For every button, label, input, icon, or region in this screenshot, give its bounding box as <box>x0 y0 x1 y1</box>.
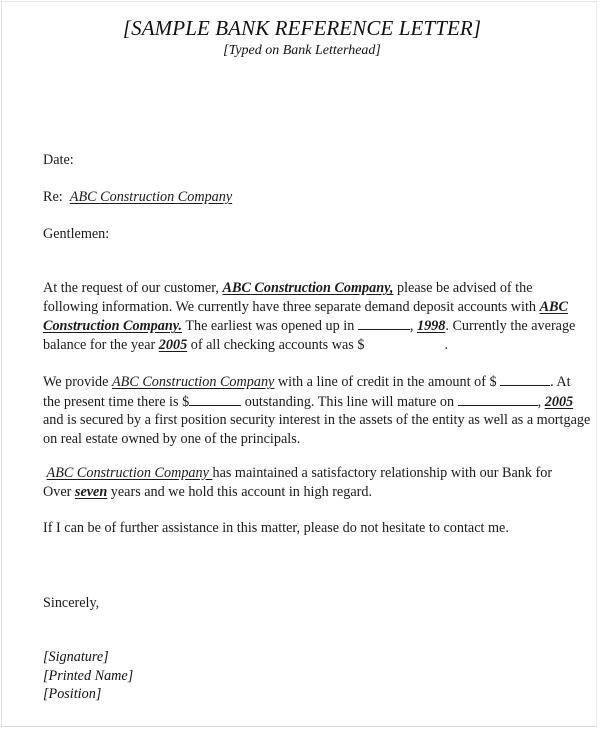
company-name: Construction Company. <box>43 318 183 335</box>
text-run: At the request of our customer, <box>43 280 223 296</box>
paragraph-line <box>43 392 573 412</box>
text-run: years and we hold this account in high regard. <box>107 483 372 500</box>
printed-name-placeholder: [Printed Name] <box>43 667 134 684</box>
text-run: following information. We currently have three separate demand deposit accounts with <box>43 298 540 315</box>
date-label: Date: <box>43 152 74 168</box>
blank-maturity-date-field[interactable] <box>458 392 538 406</box>
text-run: of all checking accounts was $ <box>187 337 365 354</box>
text-run: balance for the year <box>43 337 159 354</box>
text-run: . Currently the average <box>445 318 576 335</box>
letter-page <box>1 1 597 727</box>
paragraph-line <box>43 279 573 298</box>
letter-title: [SAMPLE BANK REFERENCE LETTER] <box>122 16 482 40</box>
paragraph-credit <box>43 372 591 449</box>
paragraph-relationship <box>43 464 573 501</box>
text-run: We provide <box>43 374 112 390</box>
position-placeholder: [Position] <box>43 686 102 702</box>
closing: Sincerely, <box>43 595 100 611</box>
paragraph-line <box>43 298 573 317</box>
blank-credit-amount-field[interactable] <box>500 372 550 386</box>
letter-subtitle: [Typed on Bank Letterhead] <box>223 43 381 58</box>
paragraph-line <box>43 316 576 336</box>
signature-placeholder: [Signature] <box>43 649 109 665</box>
text-run: the present time there is $ <box>43 393 190 410</box>
salutation: Gentlemen: <box>43 226 110 242</box>
text-run: has maintained a satisfactory relationship with our Bank for <box>212 465 553 481</box>
text-run: outstanding. This line will mature on <box>241 393 458 410</box>
paragraph-line <box>43 483 573 502</box>
text-run: . At <box>550 374 571 390</box>
text-run: Over <box>43 483 75 500</box>
date-line <box>43 151 74 170</box>
paragraph-line: on real estate owned by one of the principals. <box>43 431 301 448</box>
blank-outstanding-field[interactable] <box>189 392 241 406</box>
text-run: , <box>537 393 545 410</box>
re-company: ABC Construction Company <box>69 189 233 205</box>
opened-year: 1998 <box>416 318 446 335</box>
years-count: seven <box>74 483 108 500</box>
paragraph-line <box>43 336 573 355</box>
paragraph-line <box>43 372 573 392</box>
paragraph-line: and is secured by a first position security interest in the assets of the entity as well as a mortgage <box>43 412 591 429</box>
text-run: , <box>409 318 417 335</box>
paragraph-request <box>43 279 576 355</box>
re-line <box>43 188 232 207</box>
text-run: with a line of credit in the amount of $ <box>274 374 501 390</box>
paragraph-assistance: If I can be of further assistance in this matter, please do not hesitate to contact me. <box>43 520 509 536</box>
paragraph-line <box>43 464 573 483</box>
maturity-year: 2005 <box>544 393 574 410</box>
re-label: Re: <box>43 189 63 205</box>
company-name: ABC Construction Company <box>46 465 213 481</box>
company-name: ABC Construction Company, <box>222 280 394 296</box>
company-name: ABC <box>539 298 568 315</box>
text-run: please be advised of the <box>393 280 533 296</box>
company-name: ABC Construction Company <box>111 374 275 390</box>
blank-month-field[interactable] <box>358 316 410 330</box>
balance-year: 2005 <box>158 337 188 354</box>
signature-block <box>43 648 133 704</box>
text-run: The earliest was opened up in <box>182 318 358 335</box>
text-run: . <box>444 337 449 354</box>
